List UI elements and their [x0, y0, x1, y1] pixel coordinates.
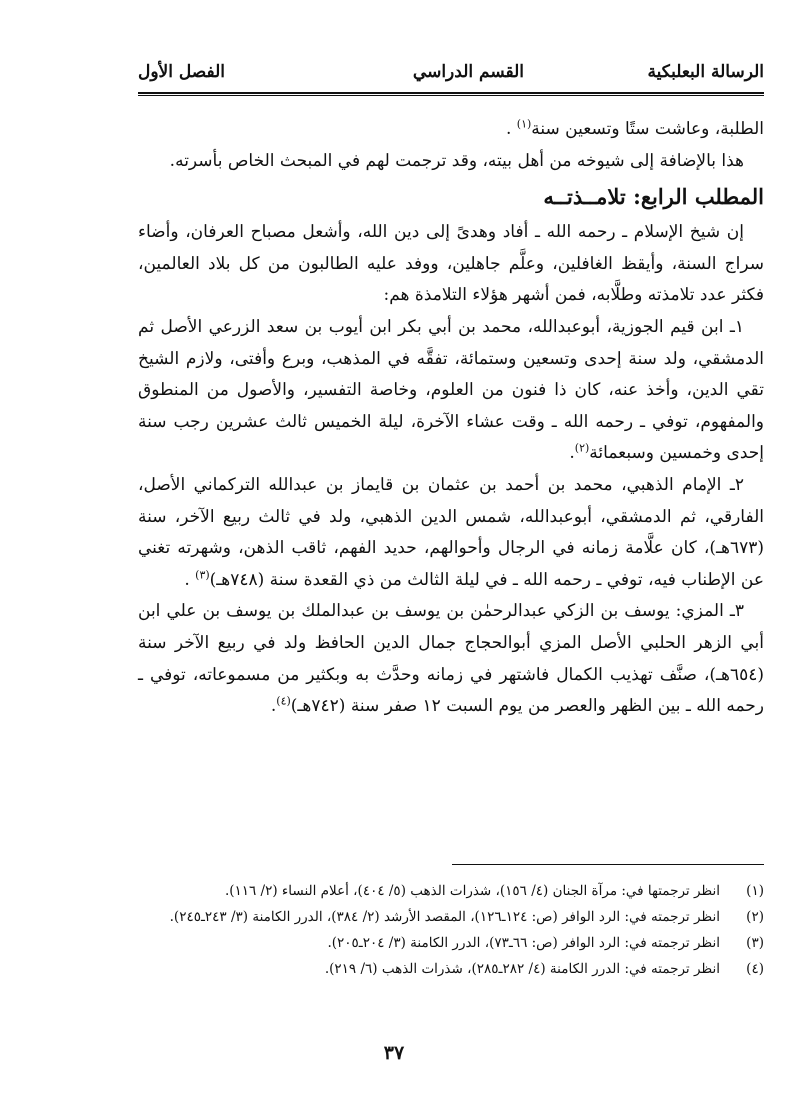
footnote-number: (٣) [746, 935, 764, 951]
paragraph-intro: إن شيخ الإسلام ـ رحمه الله ـ أفاد وهدىً إلى دين الله، وأشعل مصباح العرفان، وأضاء سراج السنة، وأيقظ الغافلين، وعلَّم جاهلين، ووفد عليه الطالبون من كل بلاد العالمين، فكثر عدد تلامذته وطلَّابه، فمن أشهر هؤلاء التلامذة هم: [138, 222, 764, 306]
continuation-line: الطلبة، وعاشت ستًا وتسعين سنة$^{(١)}$ . [505, 117, 764, 139]
footnote-ref-3[interactable]: (٣) [195, 568, 210, 582]
footnote-number: (٢) [746, 909, 764, 925]
section-title: المطلب الرابع: تلامــذتــه [543, 184, 764, 210]
footnote-number: (١) [746, 883, 764, 899]
footnote-ref-1[interactable]: (١) [516, 117, 532, 131]
footnote-ref-2[interactable]: (٢) [574, 441, 590, 455]
footnote-item [138, 958, 764, 980]
footnotes [138, 880, 764, 984]
main-text [138, 114, 764, 723]
header-rule [138, 92, 764, 96]
student-dhahabi: ٢ـ الإمام الذهبي، محمد بن أحمد بن عثمان بن قايماز بن عبدالله التركماني الأصل، الفارقي، ثم الدمشقي، أبوعبدالله، شمس الدين الذهبي، ولد في ثالث ربيع الآخر، سنة (٦٧٣هـ)، كان علَّامة زمانه في الرجال وأحوالهم، حديد الفهم، ثاقب الذهن، وشهرته تغني عن الإطناب فيه، توفي ـ رحمه الله ـ في ليلة الثالث من ذي القعدة سنة (٧٤٨هـ)$^{(٣)}$ . [138, 474, 764, 590]
footnote-item [138, 880, 764, 902]
running-header [138, 60, 764, 88]
page-number: ٣٧ [383, 1042, 405, 1064]
footnote-text: انظر ترجمته في: الرد الوافر (ص: ٦٦ـ٧٣)، الدرر الكامنة (٣/ ٢٠٤ـ٢٠٥). [327, 935, 720, 951]
footnote-text: انظر ترجمته في: الرد الوافر (ص: ١٢٤ـ١٢٦)، المقصد الأرشد (٢/ ٣٨٤)، الدرر الكامنة (٣/ ٢٤٣ـ٢٤٥). [169, 909, 720, 925]
footnote-ref-4[interactable]: (٤) [276, 694, 291, 708]
footnote-text: انظر ترجمته في: الدرر الكامنة (٤/ ٢٨٢ـ٢٨٥)، شذرات الذهب (٦/ ٢١٩). [324, 961, 720, 977]
footnote-item [138, 906, 764, 928]
footnote-rule [452, 864, 764, 865]
header-chapter: الفصل الأول [138, 62, 226, 82]
header-section: القسم الدراسي [412, 62, 524, 82]
footnote-text: انظر ترجمتها في: مرآة الجنان (٤/ ١٥٦)، شذرات الذهب (٥/ ٤٠٤)، أعلام النساء (٢/ ١١٦). [224, 883, 720, 899]
footnote-number: (٤) [746, 961, 764, 977]
student-ibn-qayyim: ١ـ ابن قيم الجوزية، أبوعبدالله، محمد بن أبي بكر ابن أيوب بن سعد الزرعي الأصل ثم الدمشقي، ولد سنة إحدى وتسعين وستمائة، تفقَّه في المذهب، وبرع وأفتى، ولازم الشيخ تقي الدين، وأخذ عنه، كان ذا فنون من العلوم، وخاصة التفسير، والأصول من المنطوق والمفهوم، توفي ـ رحمه الله ـ وقت عشاء الآخرة، ليلة الخميس ثالث عشرين رجب سنة إحدى وخمسين وسبعمائة$^{(٢)}$. [138, 316, 764, 464]
paragraph-family: هذا بالإضافة إلى شيوخه من أهل بيته، وقد ترجمت لهم في المبحث الخاص بأسرته. [169, 150, 744, 171]
student-mizzi: ٣ـ المزي: يوسف بن الزكي عبدالرحمٰن بن يوسف بن عبدالملك بن يوسف بن علي ابن أبي الزهر الحلبي الأصل المزي أبوالحجاج جمال الدين الحافظ ولد في ربيع الآخر سنة (٦٥٤هـ)، صنَّف تهذيب الكمال فاشتهر في زمانه وحدَّث به وبكثير من مسموعاته، توفي ـ رحمه الله ـ بين الظهر والعصر من يوم السبت ١٢ صفر سنة (٧٤٢هـ)$^{(٤)}$. [138, 601, 764, 717]
footnote-item [138, 932, 764, 954]
header-book-title: الرسالة البعلبكية [647, 62, 764, 82]
